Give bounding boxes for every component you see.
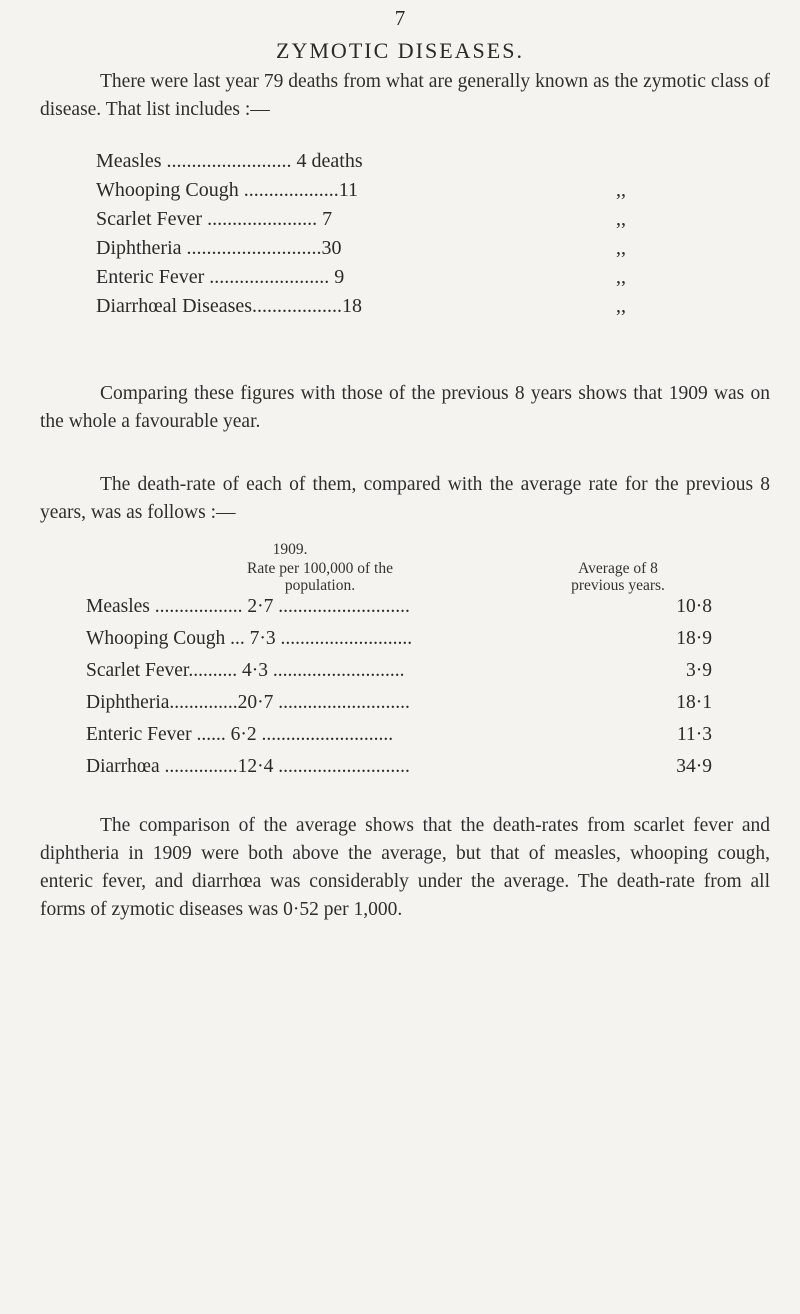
- average-value: 11·3: [676, 724, 712, 745]
- deaths-item-text: Enteric Fever ........................ 9: [96, 266, 345, 288]
- table-row: [86, 628, 712, 660]
- deaths-item-text: Scarlet Fever ...................... 7: [96, 208, 333, 230]
- ditto-mark: ,,: [616, 295, 626, 317]
- rate-table: [86, 596, 712, 788]
- disease-rate-label: Diphtheria..............20·7 ...........................: [86, 692, 410, 713]
- disease-rate-label: Scarlet Fever.......... 4·3 ...........................: [86, 660, 405, 681]
- disease-rate-label: Measles .................. 2·7 ...........................: [86, 596, 410, 617]
- ditto-mark: ,,: [616, 237, 626, 259]
- deaths-list-item: [96, 237, 656, 266]
- conclusion-paragraph: The comparison of the average shows that the death-rates from scarlet fever and diphtheria in 1909 were both above the average, but that of measles, whooping cough, enteric fever, and diarrhœa was considerably under the average. The death-rate from all forms of zymotic diseases was 0·52 per 1,000.: [40, 815, 770, 920]
- rate-intro-paragraph: The death-rate of each of them, compared with the average rate for the previous 8 years, was as follows :—: [40, 474, 770, 523]
- intro-paragraph: There were last year 79 deaths from what are generally known as the zymotic class of disease. That list includes :—: [40, 71, 770, 120]
- deaths-list: [96, 150, 656, 324]
- ditto-mark: ,,: [616, 179, 626, 201]
- deaths-list-item: [96, 179, 656, 208]
- deaths-item-text: Measles ......................... 4 deaths: [96, 150, 363, 172]
- deaths-item-text: Diphtheria ...........................30: [96, 237, 342, 259]
- comparison-paragraph: Comparing these figures with those of the previous 8 years shows that 1909 was on the whole a favourable year.: [40, 383, 770, 432]
- average-value: 10·8: [676, 596, 712, 617]
- ditto-mark: ,,: [616, 266, 626, 288]
- deaths-item-text: Whooping Cough ...................11: [96, 179, 359, 201]
- average-column-header: [518, 560, 718, 594]
- rate-header-line: Rate per 100,000 of the: [247, 560, 393, 577]
- table-row: [86, 596, 712, 628]
- deaths-item-text: Diarrhœal Diseases..................18: [96, 295, 363, 317]
- year-column-header: 1909.: [272, 541, 308, 558]
- table-row: [86, 692, 712, 724]
- deaths-list-item: [96, 266, 656, 295]
- average-value: 18·9: [676, 628, 712, 649]
- average-header-line: Average of 8: [578, 560, 658, 577]
- disease-rate-label: Whooping Cough ... 7·3 ...........................: [86, 628, 413, 649]
- deaths-list-item: [96, 295, 656, 324]
- table-row: [86, 660, 712, 692]
- page-number: 7: [394, 6, 406, 30]
- table-row: [86, 756, 712, 788]
- disease-rate-label: Diarrhœa ...............12·4 ...........................: [86, 756, 410, 777]
- disease-rate-label: Enteric Fever ...... 6·2 ...........................: [86, 724, 394, 745]
- deaths-list-item: [96, 208, 656, 237]
- rate-header-line: population.: [284, 577, 356, 594]
- average-value: 3·9: [686, 660, 712, 681]
- average-header-line: previous years.: [571, 577, 665, 594]
- page-title: ZYMOTIC DISEASES.: [276, 38, 524, 63]
- deaths-list-item: [96, 150, 656, 179]
- rate-column-header: [190, 560, 450, 594]
- average-value: 18·1: [676, 692, 712, 713]
- ditto-mark: ,,: [616, 208, 626, 230]
- table-row: [86, 724, 712, 756]
- average-value: 34·9: [676, 756, 712, 777]
